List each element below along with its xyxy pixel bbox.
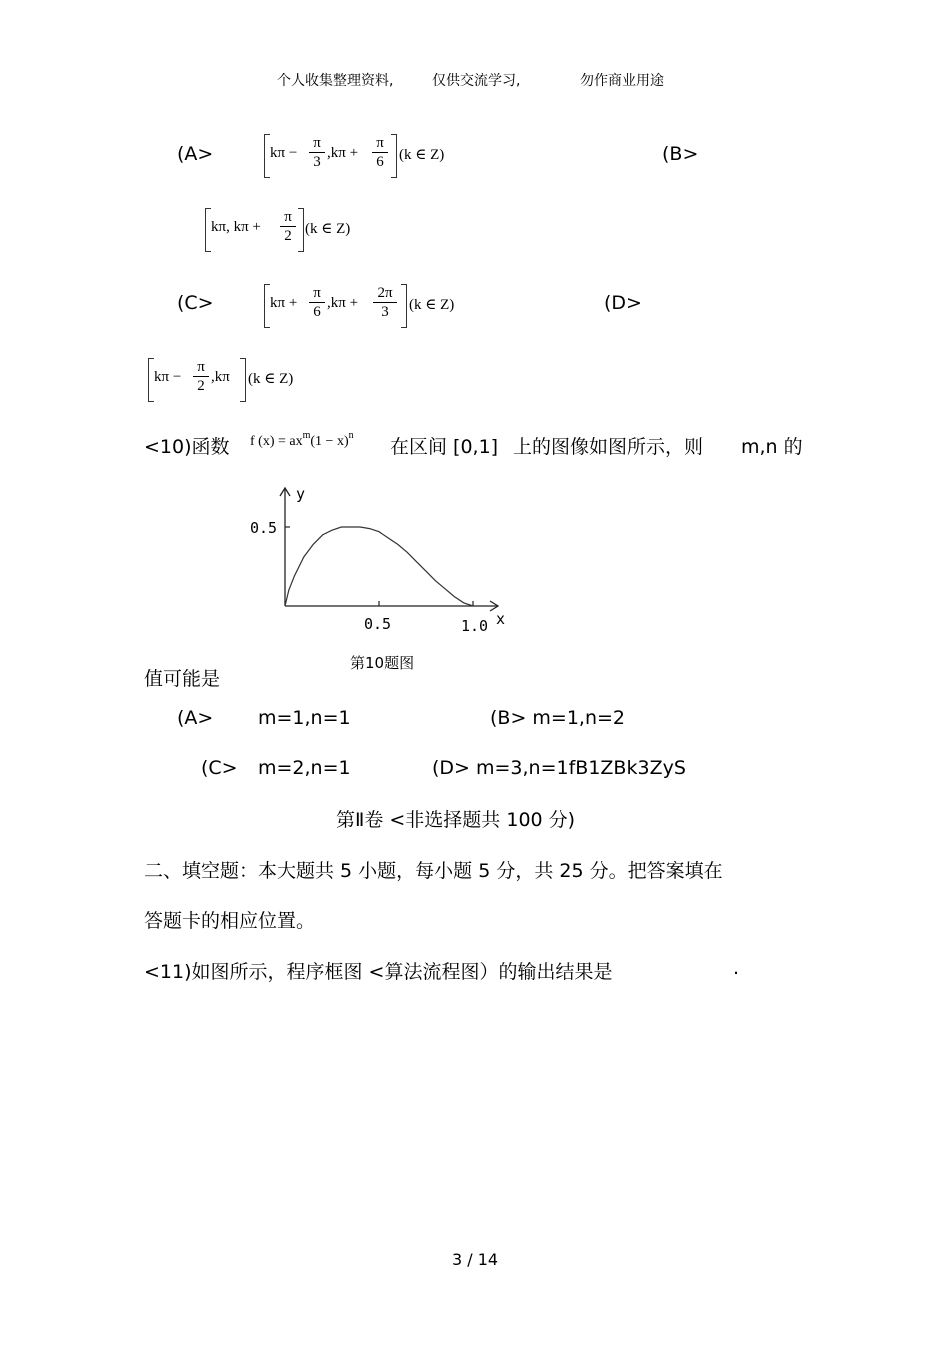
q10-statement: 上的图像如图所示，则 bbox=[513, 436, 704, 458]
curve-line bbox=[285, 527, 473, 606]
header-middle: 仅供交流学习, bbox=[432, 73, 521, 89]
y-axis-label: y bbox=[296, 485, 306, 503]
section-instructions-cont: 答题卡的相应位置。 bbox=[144, 910, 316, 932]
section-instructions: 二、填空题：本大题共 5 小题，每小题 5 分，共 25 分。把答案填在 bbox=[144, 860, 723, 882]
q10-option-d: (D> m=3,n=1fB1ZBk3ZyS bbox=[432, 757, 686, 779]
q10-mn: m,n 的 bbox=[741, 436, 803, 458]
section-title: 第Ⅱ卷 <非选择题共 100 分) bbox=[336, 809, 576, 831]
option-d-kpi: kπ − bbox=[154, 369, 182, 385]
q11-text: <11)如图所示，程序框图 <算法流程图）的输出结果是 bbox=[144, 961, 613, 983]
q10-option-b: (B> m=1,n=2 bbox=[490, 707, 626, 729]
q10-option-c: m=2,n=1 bbox=[258, 757, 351, 779]
option-d-label: (D> bbox=[604, 292, 642, 314]
fraction-a2: π 6 bbox=[371, 134, 389, 171]
q10-continuation: 值可能是 bbox=[144, 668, 221, 690]
option-c-label: (C> bbox=[177, 292, 214, 314]
option-c-kpi: kπ + bbox=[270, 295, 298, 311]
fraction-c2: 2π 3 bbox=[372, 284, 398, 321]
option-d-mid: ,kπ bbox=[211, 369, 230, 385]
option-a-label: (A> bbox=[177, 143, 214, 165]
x-axis-label: x bbox=[496, 610, 506, 628]
page-number: 3 / 14 bbox=[452, 1250, 499, 1269]
figure-caption: 第10题图 bbox=[350, 654, 415, 672]
option-b-kpi: kπ, kπ + bbox=[211, 219, 261, 235]
header-left: 个人收集整理资料, bbox=[277, 73, 394, 89]
fraction-b1: π 2 bbox=[279, 208, 297, 245]
option-a-kpi: kπ − bbox=[270, 145, 298, 161]
x-tick-label: 0.5 bbox=[364, 615, 392, 633]
q11-period: . bbox=[733, 957, 740, 979]
fraction-d1: π 2 bbox=[192, 358, 210, 395]
option-b-tail: (k ∈ Z) bbox=[305, 221, 351, 237]
q10-option-a-label: (A> bbox=[177, 707, 214, 729]
x-tick-label: 1.0 bbox=[461, 617, 489, 635]
right-bracket bbox=[240, 358, 246, 402]
q10-formula: f $(x) = ax^m(1 - x)^n$ bbox=[250, 430, 354, 449]
q10-interval: 在区间 [0,1] bbox=[390, 436, 499, 458]
option-c-tail: (k ∈ Z) bbox=[409, 297, 455, 313]
q10-option-a: m=1,n=1 bbox=[258, 707, 351, 729]
option-a-tail: (k ∈ Z) bbox=[399, 147, 445, 163]
right-bracket bbox=[298, 208, 304, 252]
fraction-c1: π 6 bbox=[308, 284, 326, 321]
q10-prefix: <10)函数 bbox=[144, 436, 230, 458]
fraction-a1: π 3 bbox=[308, 134, 326, 171]
y-tick-label: 0.5 bbox=[250, 519, 278, 537]
header-right: 勿作商业用途 bbox=[580, 73, 664, 89]
q10-figure bbox=[240, 478, 510, 678]
q10-option-c-label: (C> bbox=[201, 757, 238, 779]
right-bracket bbox=[401, 284, 407, 328]
option-a-mid: ,kπ + bbox=[327, 145, 359, 161]
option-c-mid: ,kπ + bbox=[327, 295, 359, 311]
option-b-label: (B> bbox=[662, 143, 699, 165]
option-d-tail: (k ∈ Z) bbox=[248, 371, 294, 387]
right-bracket bbox=[391, 134, 397, 178]
